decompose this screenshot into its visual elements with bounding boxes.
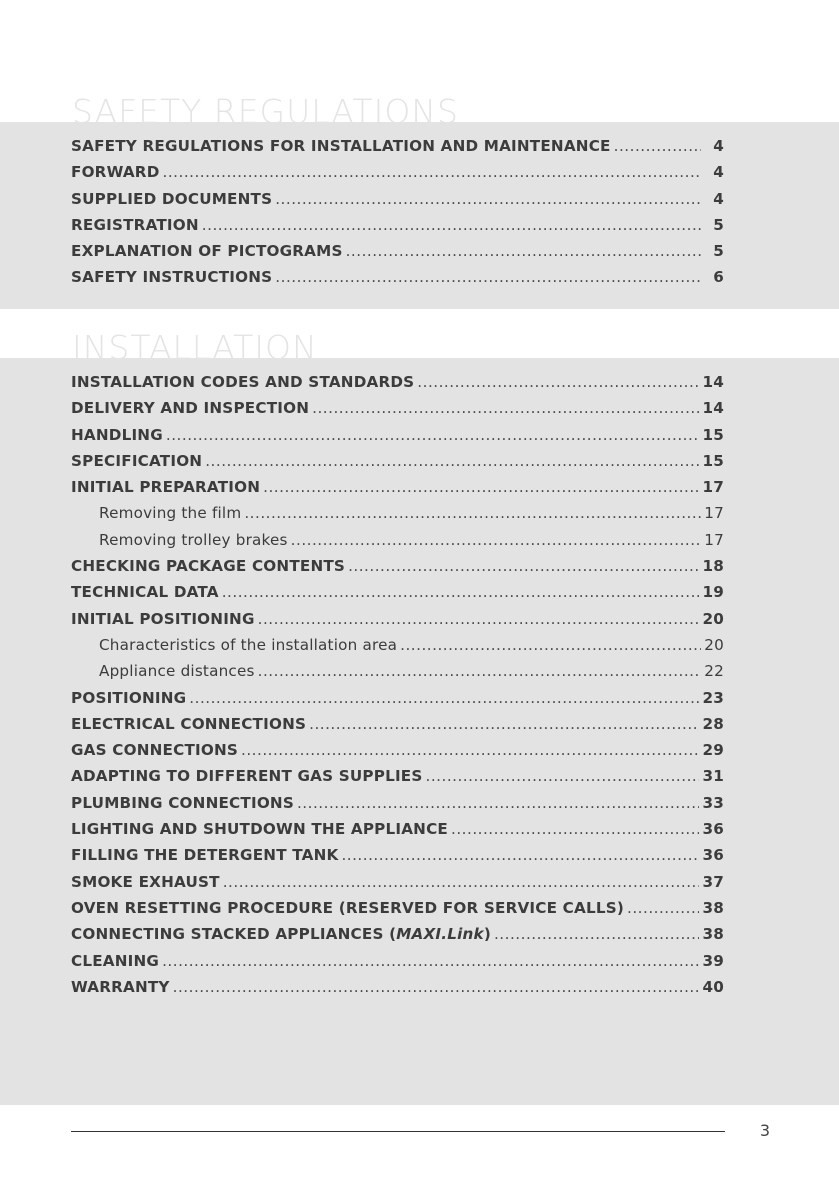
- section-title-installation: INSTALLATION: [72, 328, 318, 367]
- toc-entry-page: 33: [702, 793, 724, 812]
- toc-entry-label: INITIAL POSITIONING: [71, 609, 255, 628]
- toc-entry-page: 37: [702, 872, 724, 891]
- toc-entry-page: 38: [702, 898, 724, 917]
- dot-leader: [189, 689, 699, 707]
- toc-entry[interactable]: [71, 268, 724, 294]
- dot-leader: [627, 899, 699, 917]
- toc-entry[interactable]: [71, 242, 724, 268]
- toc-entry-page: 6: [713, 268, 724, 287]
- toc-entry-label: SMOKE EXHAUST: [71, 872, 220, 891]
- toc-entry-page: 20: [702, 609, 724, 628]
- toc-entry-label: LIGHTING AND SHUTDOWN THE APPLIANCE: [71, 820, 449, 839]
- toc-entry[interactable]: [71, 399, 724, 425]
- toc-list-safety: [71, 137, 724, 295]
- toc-entry-label: ELECTRICAL CONNECTIONS: [71, 714, 307, 733]
- toc-entry[interactable]: [71, 978, 724, 1004]
- dot-leader: [426, 767, 700, 785]
- toc-entry-page: 5: [713, 215, 724, 234]
- toc-entry-label: [71, 925, 491, 943]
- dot-leader: [312, 399, 699, 417]
- dot-leader: [166, 426, 700, 444]
- toc-entry[interactable]: [71, 557, 724, 583]
- toc-entry-page: 38: [702, 925, 724, 944]
- dot-leader: [451, 820, 699, 838]
- toc-entry-page: 17: [702, 478, 724, 497]
- toc-entry-label: SAFETY INSTRUCTIONS: [71, 268, 273, 287]
- toc-entry-page: 20: [704, 635, 724, 654]
- toc-entry[interactable]: [71, 190, 724, 216]
- dot-leader: [494, 925, 699, 943]
- toc-entry-page: 17: [704, 504, 724, 523]
- dot-leader: [309, 715, 699, 733]
- toc-entry-label: CLEANING: [71, 951, 160, 970]
- toc-entry[interactable]: [71, 873, 724, 899]
- dot-leader: [258, 662, 701, 680]
- dot-leader: [205, 452, 699, 470]
- toc-entry[interactable]: [71, 925, 724, 951]
- toc-entry-label: SUPPLIED DOCUMENTS: [71, 189, 273, 208]
- dot-leader: [346, 242, 701, 260]
- dot-leader: [202, 216, 701, 234]
- toc-entry-page: 22: [704, 662, 724, 681]
- dot-leader: [400, 636, 701, 654]
- dot-leader: [417, 373, 699, 391]
- toc-entry-page: 4: [713, 163, 724, 182]
- toc-entry-page: 31: [702, 767, 724, 786]
- toc-subentry[interactable]: [71, 662, 724, 688]
- toc-entry-page: 40: [702, 977, 724, 996]
- page-number: 3: [759, 1121, 771, 1140]
- toc-entry-page: 14: [702, 373, 724, 391]
- toc-entry[interactable]: [71, 583, 724, 609]
- toc-entry-label: REGISTRATION: [71, 215, 199, 234]
- toc-subentry[interactable]: [71, 504, 724, 530]
- toc-entry-label: INSTALLATION CODES AND STANDARDS: [71, 373, 415, 391]
- toc-entry-label: TECHNICAL DATA: [71, 583, 219, 602]
- toc-entry-page: 39: [702, 951, 724, 970]
- toc-entry-label: PLUMBING CONNECTIONS: [71, 793, 294, 812]
- toc-entry-page: 23: [702, 688, 724, 707]
- toc-entry-label: GAS CONNECTIONS: [71, 741, 239, 760]
- dot-leader: [222, 583, 700, 601]
- toc-entry[interactable]: [71, 452, 724, 478]
- toc-entry-label: HANDLING: [71, 425, 163, 444]
- dot-leader: [162, 952, 699, 970]
- toc-entry-page: 36: [702, 846, 724, 865]
- toc-entry[interactable]: [71, 952, 724, 978]
- toc-entry-page: 28: [702, 714, 724, 733]
- toc-entry-page: 5: [713, 242, 724, 261]
- dot-leader: [291, 531, 701, 549]
- toc-entry[interactable]: [71, 794, 724, 820]
- toc-entry-page: 18: [702, 557, 724, 576]
- toc-entry[interactable]: [71, 741, 724, 767]
- toc-entry-label: POSITIONING: [71, 688, 187, 707]
- toc-entry[interactable]: [71, 715, 724, 741]
- dot-leader: [244, 504, 701, 522]
- footer-rule: [71, 1131, 725, 1132]
- dot-leader: [348, 557, 699, 575]
- toc-entry[interactable]: [71, 820, 724, 846]
- toc-entry-label: DELIVERY AND INSPECTION: [71, 399, 310, 418]
- toc-entry-page: 17: [704, 530, 724, 549]
- toc-entry-label: FORWARD: [71, 163, 160, 182]
- toc-entry-label: Removing the film: [99, 504, 242, 523]
- toc-entry[interactable]: [71, 373, 724, 399]
- toc-entry-page: 15: [702, 425, 724, 444]
- toc-entry[interactable]: [71, 216, 724, 242]
- toc-entry-label: WARRANTY: [71, 977, 170, 996]
- dot-leader: [297, 794, 699, 812]
- dot-leader: [263, 478, 699, 496]
- toc-entry-label: Characteristics of the installation area: [99, 635, 398, 654]
- dot-leader: [275, 268, 701, 286]
- toc-entry[interactable]: [71, 767, 724, 793]
- toc-entry-label: SPECIFICATION: [71, 451, 203, 470]
- toc-entry-label: SAFETY REGULATIONS FOR INSTALLATION AND MAINTENANCE: [71, 137, 611, 155]
- toc-entry-label: INITIAL PREPARATION: [71, 478, 261, 497]
- toc-entry[interactable]: [71, 137, 724, 163]
- toc-entry[interactable]: [71, 610, 724, 636]
- dot-leader: [223, 873, 700, 891]
- toc-entry-label: EXPLANATION OF PICTOGRAMS: [71, 242, 343, 261]
- dot-leader: [173, 978, 700, 996]
- toc-entry[interactable]: [71, 846, 724, 872]
- toc-entry-label: CHECKING PACKAGE CONTENTS: [71, 557, 346, 576]
- toc-entry[interactable]: [71, 478, 724, 504]
- toc-entry[interactable]: [71, 163, 724, 189]
- dot-leader: [163, 163, 701, 181]
- dot-leader: [241, 741, 699, 759]
- section-title-safety-regulations: SAFETY REGULATIONS: [72, 92, 459, 131]
- toc-entry-page: 14: [702, 399, 724, 418]
- toc-entry-label: OVEN RESETTING PROCEDURE (RESERVED FOR SERVICE CALLS): [71, 898, 625, 917]
- toc-list-installation: [71, 373, 724, 1004]
- toc-entry-label-prefix: CONNECTING STACKED APPLIANCES (: [71, 925, 397, 944]
- toc-entry-page: 29: [702, 741, 724, 760]
- toc-subentry[interactable]: [71, 636, 724, 662]
- toc-entry-page: 19: [702, 583, 724, 602]
- toc-entry-page: 4: [713, 189, 724, 208]
- toc-entry-label-suffix: ): [483, 925, 491, 944]
- toc-entry-page: 36: [702, 820, 724, 839]
- dot-leader: [341, 846, 699, 864]
- toc-entry-label: Removing trolley brakes: [99, 530, 288, 549]
- toc-entry-label: Appliance distances: [99, 662, 255, 681]
- toc-subentry[interactable]: [71, 531, 724, 557]
- toc-entry-page: 4: [713, 137, 724, 155]
- toc-entry-label: ADAPTING TO DIFFERENT GAS SUPPLIES: [71, 767, 423, 786]
- toc-entry[interactable]: [71, 426, 724, 452]
- dot-leader: [614, 137, 701, 155]
- toc-entry[interactable]: [71, 899, 724, 925]
- toc-entry[interactable]: [71, 689, 724, 715]
- dot-leader: [258, 610, 700, 628]
- maxi-link-brand: MAXI.Link: [396, 925, 484, 944]
- dot-leader: [275, 190, 701, 208]
- toc-entry-page: 15: [702, 451, 724, 470]
- toc-entry-label: FILLING THE DETERGENT TANK: [71, 846, 339, 865]
